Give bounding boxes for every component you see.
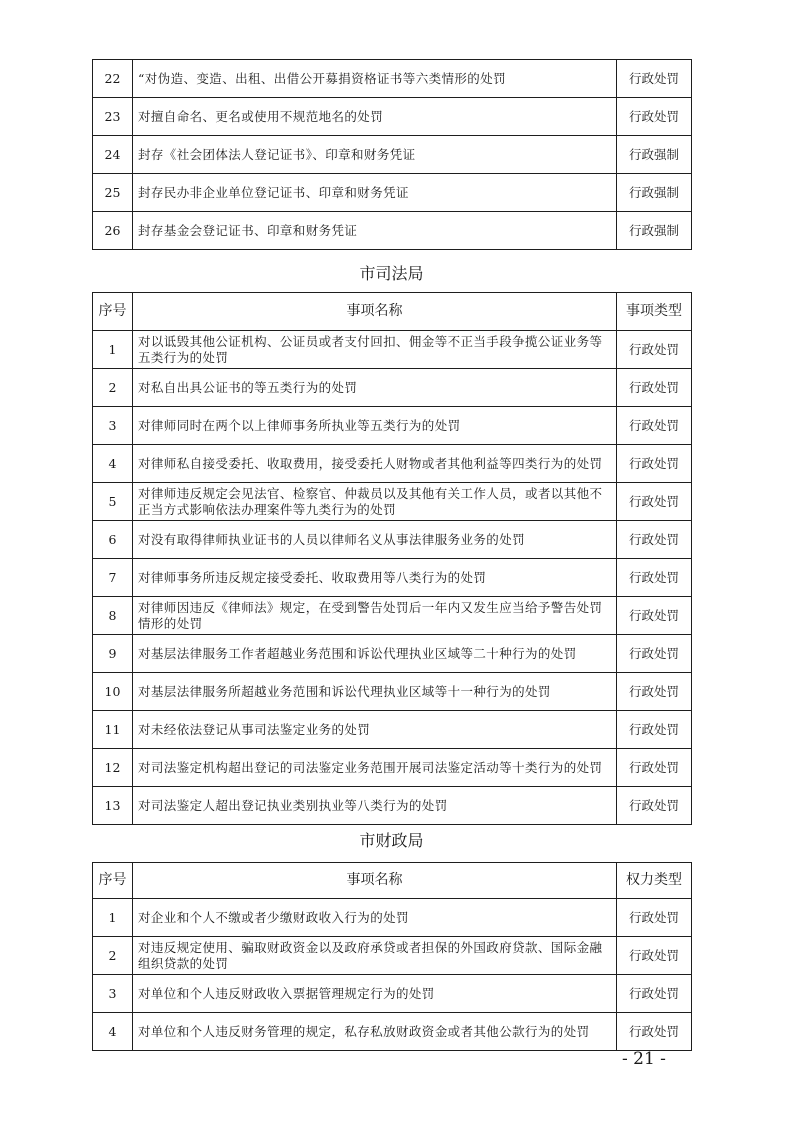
item-type: 行政处罚 bbox=[617, 407, 692, 445]
item-name: 对单位和个人违反财政收入票据管理规定行为的处罚 bbox=[133, 975, 617, 1013]
table-row bbox=[93, 98, 692, 136]
header-item-type: 事项类型 bbox=[617, 293, 692, 331]
item-type: 行政处罚 bbox=[617, 1013, 692, 1051]
table-row bbox=[93, 136, 692, 174]
row-number: 26 bbox=[93, 212, 133, 250]
section-title-justice: 市司法局 bbox=[359, 264, 424, 283]
item-name: 对私自出具公证书的等五类行为的处罚 bbox=[133, 369, 617, 407]
item-type: 行政处罚 bbox=[617, 711, 692, 749]
table-row bbox=[93, 597, 692, 635]
header-item-type: 权力类型 bbox=[617, 863, 692, 899]
item-name: 封存基金会登记证书、印章和财务凭证 bbox=[133, 212, 617, 250]
table-row bbox=[93, 60, 692, 98]
row-number: 1 bbox=[93, 899, 133, 937]
item-name: 封存《社会团体法人登记证书》、印章和财务凭证 bbox=[133, 136, 617, 174]
item-name: 封存民办非企业单位登记证书、印章和财务凭证 bbox=[133, 174, 617, 212]
item-type: 行政处罚 bbox=[617, 787, 692, 825]
item-name: 对律师事务所违反规定接受委托、收取费用等八类行为的处罚 bbox=[133, 559, 617, 597]
item-name: 对基层法律服务工作者超越业务范围和诉讼代理执业区域等二十种行为的处罚 bbox=[133, 635, 617, 673]
item-type: 行政处罚 bbox=[617, 937, 692, 975]
item-name: 对违反规定使用、骗取财政资金以及政府承贷或者担保的外国政府贷款、国际金融组织贷款的处罚 bbox=[133, 937, 617, 975]
item-type: 行政处罚 bbox=[617, 60, 692, 98]
item-type: 行政强制 bbox=[617, 136, 692, 174]
header-item-name: 事项名称 bbox=[133, 293, 617, 331]
item-name: 对司法鉴定人超出登记执业类别执业等八类行为的处罚 bbox=[133, 787, 617, 825]
item-type: 行政处罚 bbox=[617, 445, 692, 483]
table-row bbox=[93, 673, 692, 711]
table-row bbox=[93, 787, 692, 825]
row-number: 2 bbox=[93, 369, 133, 407]
table-row bbox=[93, 711, 692, 749]
item-name: 对律师因违反《律师法》规定，在受到警告处罚后一年内又发生应当给予警告处罚情形的处罚 bbox=[133, 597, 617, 635]
item-name: 对擅自命名、更名或使用不规范地名的处罚 bbox=[133, 98, 617, 136]
item-type: 行政处罚 bbox=[617, 98, 692, 136]
item-name: 对没有取得律师执业证书的人员以律师名义从事法律服务业务的处罚 bbox=[133, 521, 617, 559]
header-number: 序号 bbox=[93, 293, 133, 331]
top-continuation-table bbox=[92, 59, 692, 250]
header-number: 序号 bbox=[93, 863, 133, 899]
item-type: 行政强制 bbox=[617, 212, 692, 250]
table-row bbox=[93, 369, 692, 407]
row-number: 8 bbox=[93, 597, 133, 635]
table-row bbox=[93, 174, 692, 212]
header-item-name: 事项名称 bbox=[133, 863, 617, 899]
row-number: 25 bbox=[93, 174, 133, 212]
row-number: 11 bbox=[93, 711, 133, 749]
table-row bbox=[93, 899, 692, 937]
table-row bbox=[93, 331, 692, 369]
table-row bbox=[93, 1013, 692, 1051]
table-row bbox=[93, 212, 692, 250]
item-type: 行政处罚 bbox=[617, 749, 692, 787]
table-row bbox=[93, 559, 692, 597]
item-name: 对未经依法登记从事司法鉴定业务的处罚 bbox=[133, 711, 617, 749]
table-row bbox=[93, 521, 692, 559]
item-name: 对司法鉴定机构超出登记的司法鉴定业务范围开展司法鉴定活动等十类行为的处罚 bbox=[133, 749, 617, 787]
row-number: 3 bbox=[93, 975, 133, 1013]
table-row bbox=[93, 749, 692, 787]
item-type: 行政处罚 bbox=[617, 899, 692, 937]
item-name: 对律师私自接受委托、收取费用，接受委托人财物或者其他利益等四类行为的处罚 bbox=[133, 445, 617, 483]
row-number: 22 bbox=[93, 60, 133, 98]
row-number: 23 bbox=[93, 98, 133, 136]
item-name: “对伪造、变造、出租、出借公开募捐资格证书等六类情形的处罚 bbox=[133, 60, 617, 98]
table-row bbox=[93, 407, 692, 445]
row-number: 13 bbox=[93, 787, 133, 825]
row-number: 1 bbox=[93, 331, 133, 369]
item-type: 行政处罚 bbox=[617, 597, 692, 635]
section-title-finance: 市财政局 bbox=[359, 831, 424, 850]
row-number: 4 bbox=[93, 1013, 133, 1051]
row-number: 2 bbox=[93, 937, 133, 975]
table-header-row bbox=[93, 293, 692, 331]
item-type: 行政处罚 bbox=[617, 673, 692, 711]
row-number: 24 bbox=[93, 136, 133, 174]
item-type: 行政处罚 bbox=[617, 331, 692, 369]
page-number: - 21 - bbox=[622, 1049, 666, 1069]
table-row bbox=[93, 445, 692, 483]
row-number: 5 bbox=[93, 483, 133, 521]
item-type: 行政处罚 bbox=[617, 521, 692, 559]
item-type: 行政处罚 bbox=[617, 483, 692, 521]
item-name: 对企业和个人不缴或者少缴财政收入行为的处罚 bbox=[133, 899, 617, 937]
item-type: 行政强制 bbox=[617, 174, 692, 212]
row-number: 10 bbox=[93, 673, 133, 711]
item-name: 对单位和个人违反财务管理的规定，私存私放财政资金或者其他公款行为的处罚 bbox=[133, 1013, 617, 1051]
item-name: 对律师同时在两个以上律师事务所执业等五类行为的处罚 bbox=[133, 407, 617, 445]
table-row bbox=[93, 975, 692, 1013]
item-type: 行政处罚 bbox=[617, 369, 692, 407]
row-number: 7 bbox=[93, 559, 133, 597]
item-type: 行政处罚 bbox=[617, 559, 692, 597]
item-type: 行政处罚 bbox=[617, 635, 692, 673]
row-number: 9 bbox=[93, 635, 133, 673]
item-name: 对基层法律服务所超越业务范围和诉讼代理执业区域等十一种行为的处罚 bbox=[133, 673, 617, 711]
table-row bbox=[93, 635, 692, 673]
table-header-row bbox=[93, 863, 692, 899]
item-type: 行政处罚 bbox=[617, 975, 692, 1013]
item-name: 对以诋毁其他公证机构、公证员或者支付回扣、佣金等不正当手段争揽公证业务等五类行为的处罚 bbox=[133, 331, 617, 369]
table-row bbox=[93, 483, 692, 521]
row-number: 12 bbox=[93, 749, 133, 787]
justice-table bbox=[92, 292, 692, 825]
finance-table bbox=[92, 862, 692, 1051]
row-number: 3 bbox=[93, 407, 133, 445]
row-number: 4 bbox=[93, 445, 133, 483]
row-number: 6 bbox=[93, 521, 133, 559]
item-name: 对律师违反规定会见法官、检察官、仲裁员以及其他有关工作人员，或者以其他不正当方式影响依法办理案件等九类行为的处罚 bbox=[133, 483, 617, 521]
table-row bbox=[93, 937, 692, 975]
